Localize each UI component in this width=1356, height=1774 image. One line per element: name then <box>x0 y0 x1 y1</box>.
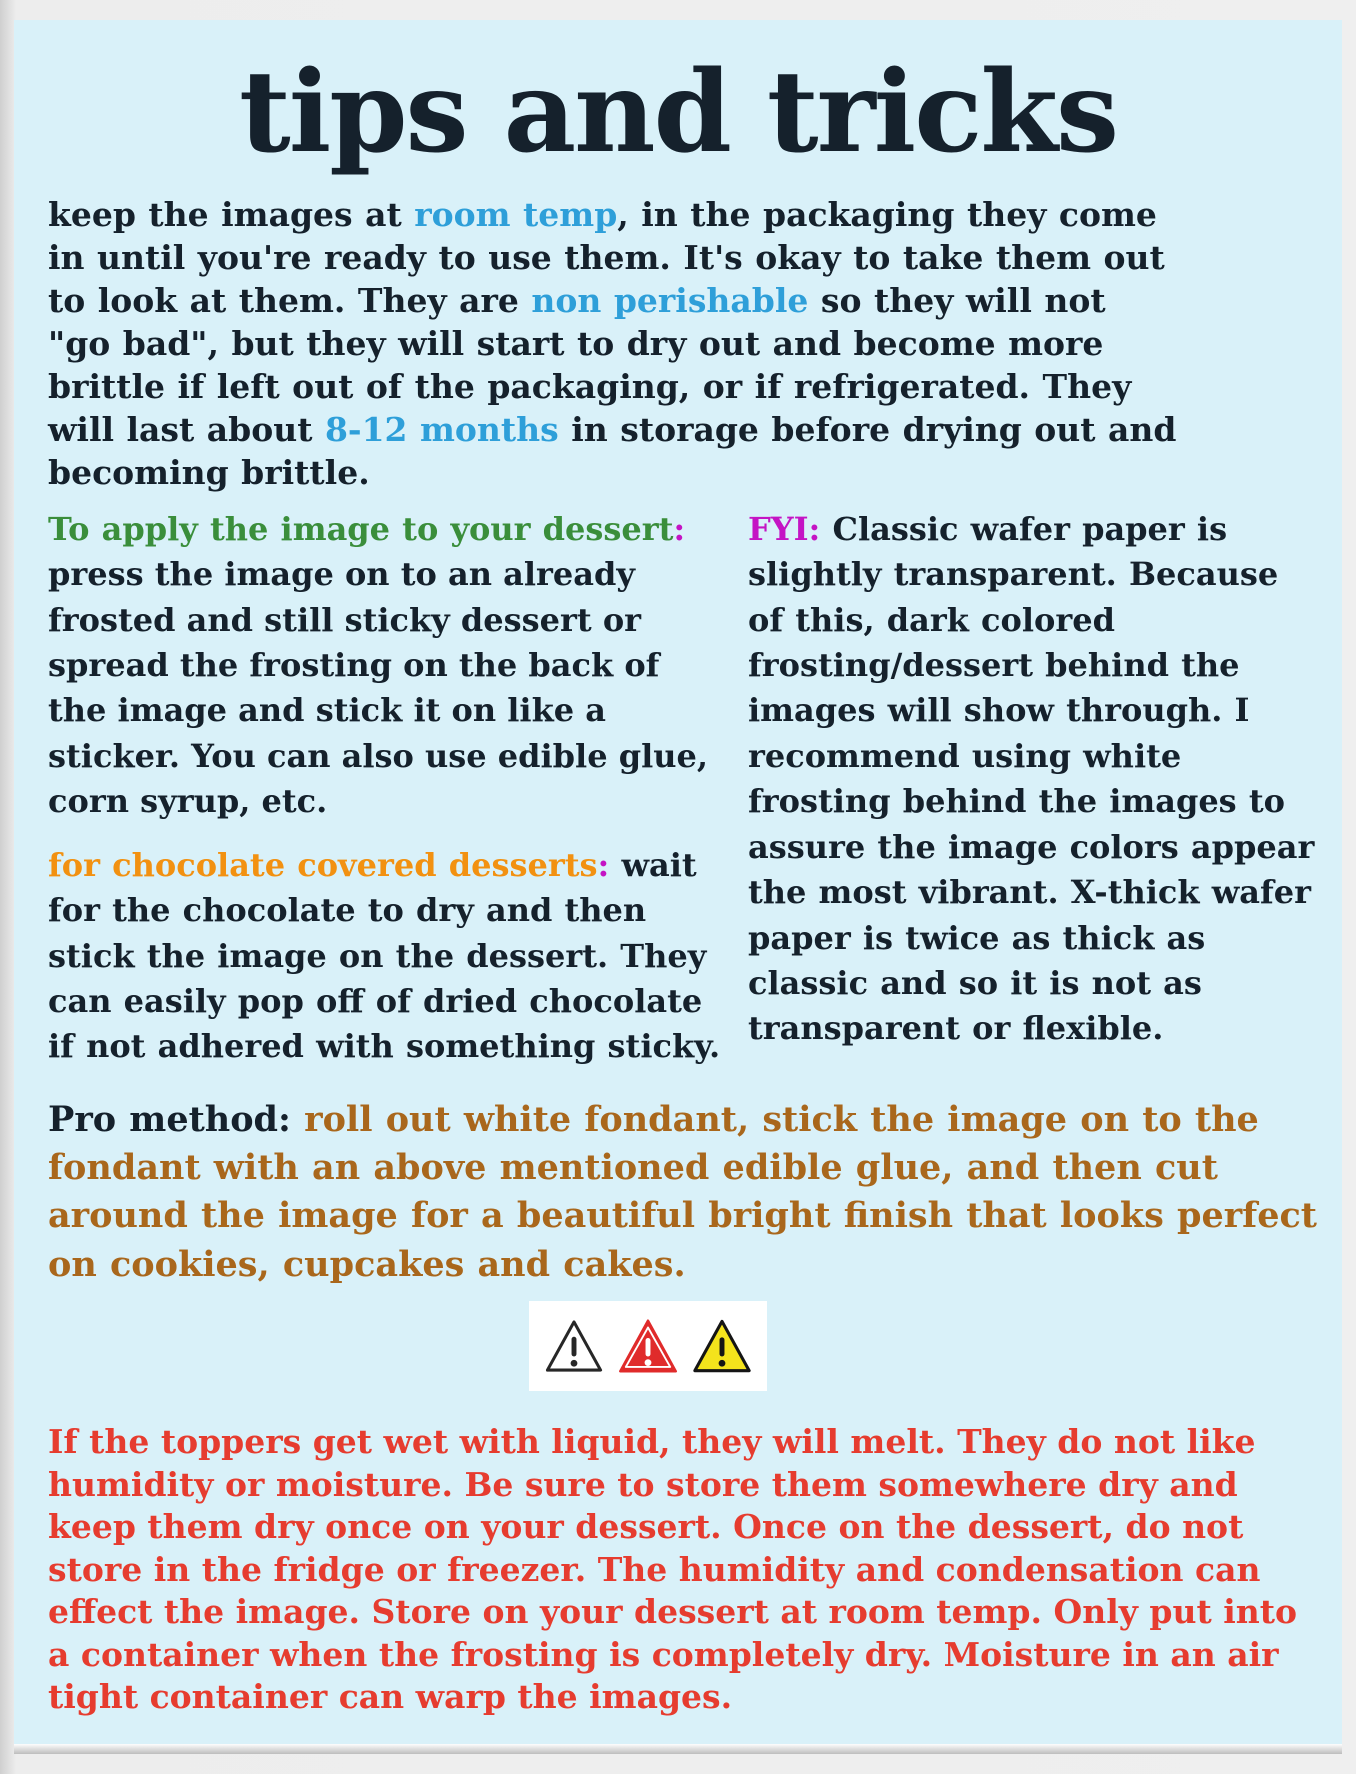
fyi-paragraph: FYI: Classic wafer paper is slightly transparent. Because of this, dark colored frosting/dessert behind the images will show through. I recommend using white frosting behind the images to assure the image colors appear the most vibrant. X-thick wafer paper is twice as thick as classic and so it is not as transparent or flexible. <box>748 509 1315 1048</box>
warning-triangle-yellow-icon <box>691 1317 753 1375</box>
warning-triangle-red-icon <box>617 1317 679 1375</box>
two-column-section <box>48 507 1320 1070</box>
apply-body-paragraph: press the image on to an already frosted and still sticky dessert or spread the frosting on the back of the image and stick it on like a sticker. You can also use edible glue, corn syrup, etc. <box>48 555 708 821</box>
pro-method-paragraph: Pro method: roll out white fondant, stick the image on to the fondant with an above mentioned edible glue, and then cut around the image for a beautiful bright finish that looks perfect on cookies, cupcakes and cakes. <box>48 1098 1317 1285</box>
fyi-column <box>748 507 1320 1070</box>
apply-heading: To apply the image to your dessert: <box>48 509 686 548</box>
page-title: tips and tricks <box>238 47 1118 178</box>
moisture-warning-paragraph: If the toppers get wet with liquid, they will melt. They do not like humidity or moisture. Be sure to store them somewhere dry and keep them dry once on your dessert. Once on the dessert, do not store in the fridge or freezer. The humidity and condensation can effect the image. Store on your dessert at room temp. Only put into a container when the frosting is completely dry. Moisture in an air tight container can warp the images. <box>48 1422 1298 1717</box>
warning-icons-box <box>529 1301 767 1391</box>
chocolate-paragraph: for chocolate covered desserts: wait for the chocolate to dry and then stick the image on the dessert. They can easily pop off of dried chocolate if not adhered with something sticky. <box>48 845 721 1066</box>
apply-column <box>48 507 724 1070</box>
storage-intro-paragraph: keep the images at room temp, in the packaging they come in until you're ready to use them. It's okay to take them out to look at them. They are non perishable so they will not "go bad", but they will start to dry out and become more brittle if left out of the packaging, or if refrigerated. They will last about 8-12 months in storage before drying out and becoming brittle. <box>48 195 1177 492</box>
flyer-page <box>14 20 1342 1744</box>
warning-triangle-outline-icon <box>543 1317 605 1375</box>
page-bottom-edge <box>14 1744 1342 1754</box>
